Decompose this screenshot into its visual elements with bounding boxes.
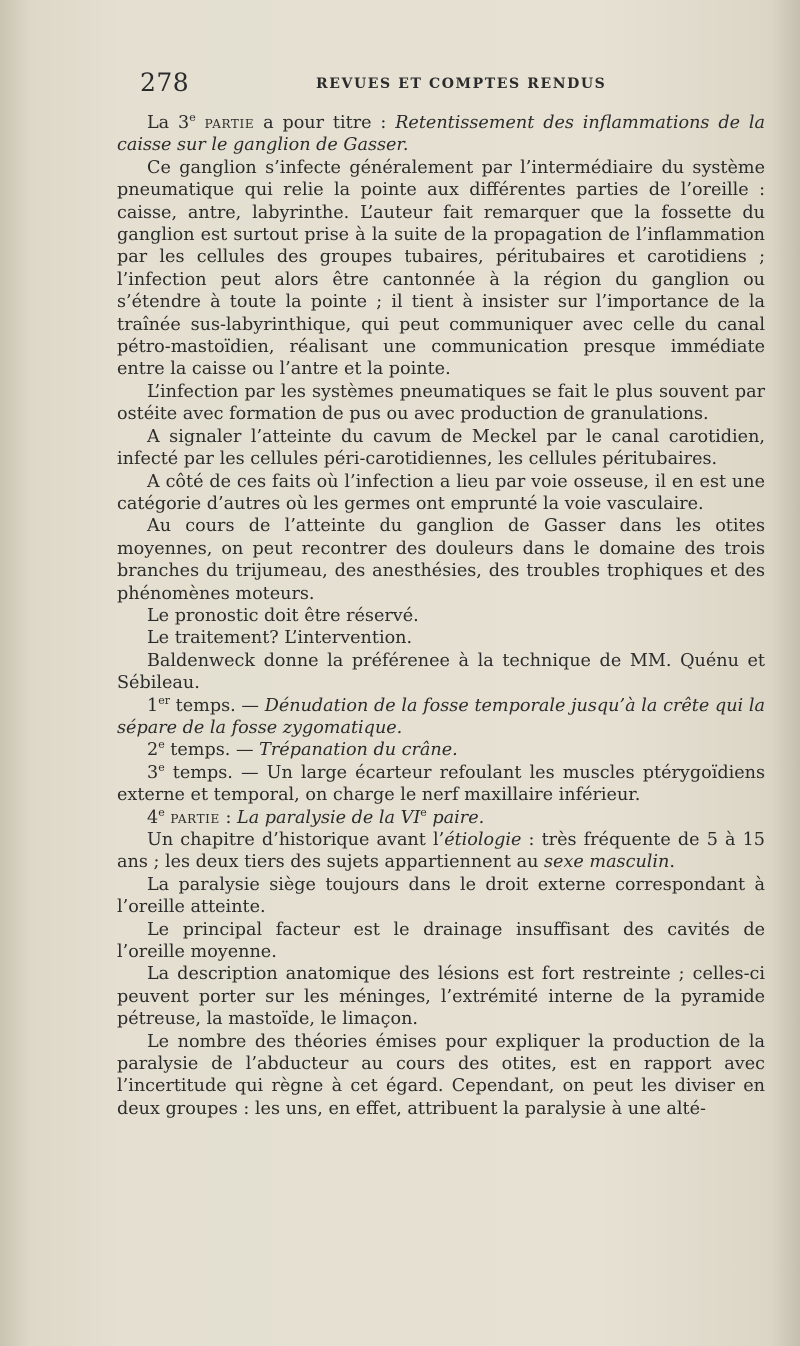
paragraph: Le principal facteur est le drainage insuffisant des cavités de l’oreille moyenne. <box>117 919 765 963</box>
paragraph: L’infection par les systèmes pneumatiques se fait le plus souvent par ostéite avec formation de pus ou avec production de granulations. <box>117 381 765 425</box>
paragraph: 3e temps. — Un large écarteur refoulant les muscles ptérygoïdiens externe et temporal, on charge le nerf maxillaire inférieur. <box>117 760 765 806</box>
paragraph: La 3e partie a pour titre : Retentissement des inflammations de la caisse sur le ganglion de Gasser. <box>117 111 765 156</box>
paragraph: A côté de ces faits où l’infection a lieu par voie osseuse, il en est une catégorie d’autres où les germes ont emprunté la voie vasculaire. <box>117 471 765 514</box>
paragraph: A signaler l’atteinte du cavum de Meckel par le canal carotidien, infecté par les cellules péri-carotidiennes, les cellules péritubaires. <box>117 426 765 470</box>
paragraph: Le nombre des théories émises pour expliquer la production de la paralysie de l’abducteur au cours des otites, est en rapport avec l’incertitude qui règne à cet égard. Cependant, on peut les diviser en deux groupes : les uns, en effet, attribuent la paralysie à une alté- <box>117 1031 765 1119</box>
paragraph: La description anatomique des lésions est fort restreinte ; celles-ci peuvent porter sur les méninges, l’extrémité interne de la pyramide pétreuse, la mastoïde, le limaçon. <box>117 964 765 1030</box>
running-title: REVUES ET COMPTES RENDUS <box>316 76 607 92</box>
paragraph: Le pronostic doit être réservé. <box>147 605 419 626</box>
paragraph: 1er temps. — Dénudation de la fosse temporale jusqu’à la crête qui la sépare de la fosse zygomatique. <box>117 693 766 738</box>
page-number: 278 <box>140 68 190 97</box>
article-body <box>117 112 765 1120</box>
paragraph: Baldenweck donne la préférenee à la technique de MM. Quénu et Sébileau. <box>117 650 765 694</box>
paragraph: Ce ganglion s’infecte généralement par l’intermédiaire du système pneumatique qui relie la pointe aux différentes parties de l’oreille : caisse, antre, labyrinthe. L’auteur fait remarquer que la fossette du ganglion est surtout prise à la suite de la propagation de l’inflammation par les cellules des groupes tubaires, péritubaires et carotidiens ; l’infection peut alors être cantonnée à la région du ganglion ou s’étendre à toute la pointe ; il tient à insister sur l’importance de la traînée sus-labyrinthique, qui peut communiquer avec celle du canal pétro-mastoïdien, réalisant une communication presque immédiate entre la caisse ou l’antre et la pointe. <box>117 157 765 380</box>
paragraph: 4e partie : La paralysie de la VIe paire. <box>147 805 485 828</box>
paragraph: 2e temps. — Trépanation du crâne. <box>147 738 458 761</box>
paragraph: Au cours de l’atteinte du ganglion de Gasser dans les otites moyennes, on peut recontrer des douleurs dans le domaine des trois branches du trijumeau, des anesthésies, des troubles trophiques et des phénomènes moteurs. <box>117 516 765 604</box>
page-header <box>140 64 765 104</box>
paragraph: Le traitement? L’intervention. <box>147 628 413 649</box>
paragraph: La paralysie siège toujours dans le droit externe correspondant à l’oreille atteinte. <box>117 874 765 918</box>
paragraph: Un chapitre d’historique avant l’étiologie : très fréquente de 5 à 15 ans ; les deux tiers des sujets appartiennent au sexe masculin. <box>117 830 765 873</box>
